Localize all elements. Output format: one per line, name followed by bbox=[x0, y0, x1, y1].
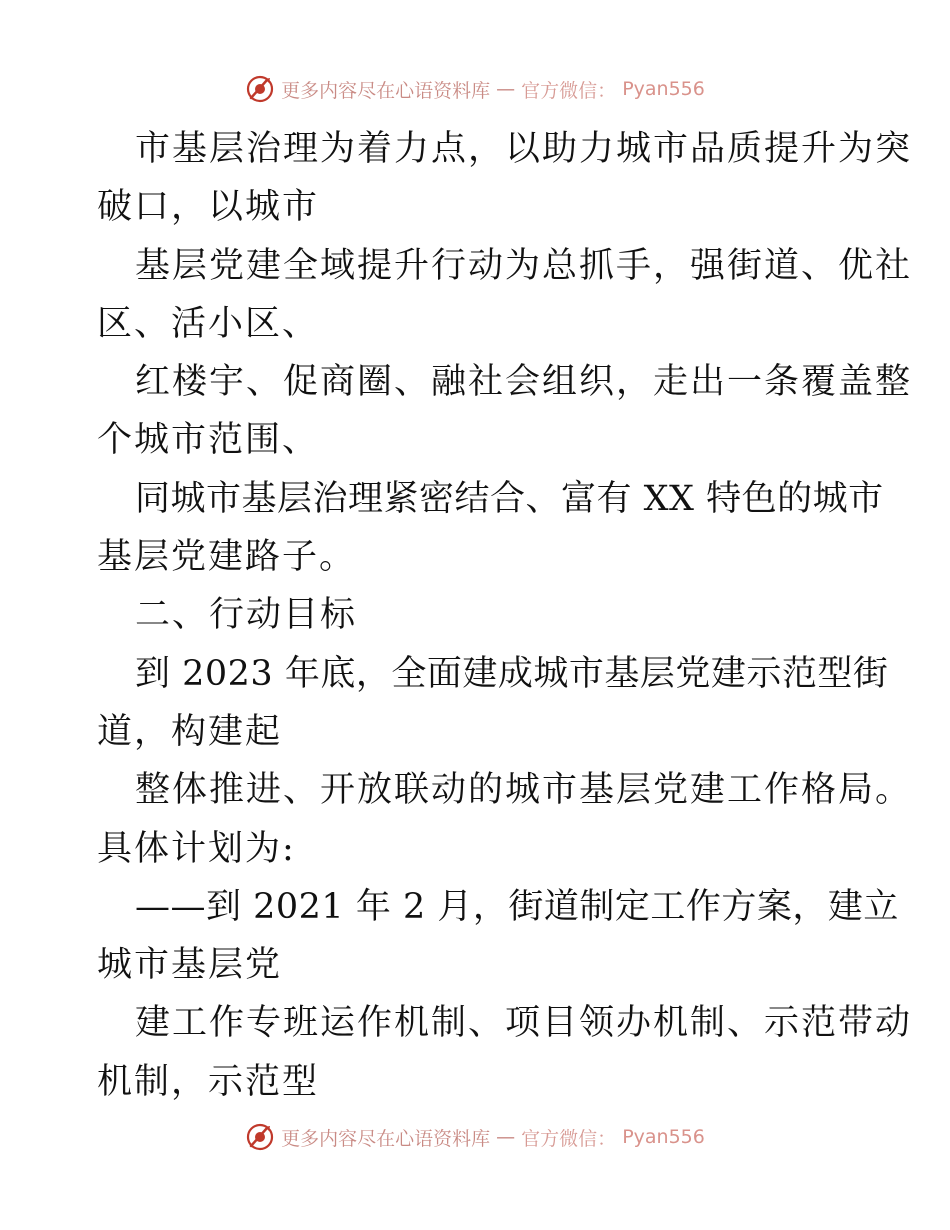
text-line: 区、活小区、 bbox=[97, 303, 320, 344]
text-line: 破口，以城市 bbox=[97, 187, 320, 228]
watermark-wechat-label: 官方微信： bbox=[521, 1127, 617, 1150]
text-line: 到 2023 年底，全面建成城市基层党建示范型街 bbox=[135, 653, 889, 694]
watermark-wechat-id: Pyan556 bbox=[622, 1126, 705, 1148]
watermark-separator: — bbox=[496, 78, 516, 100]
brand-logo-icon bbox=[245, 1122, 275, 1152]
watermark-text: 更多内容尽在心语资料库 bbox=[281, 79, 491, 102]
header-watermark bbox=[0, 74, 950, 104]
text-line: 建工作专班运作机制、项目领办机制、示范带动 bbox=[135, 1003, 913, 1044]
text-line: 整体推进、开放联动的城市基层党建工作格局。 bbox=[135, 770, 913, 811]
text-line: 市基层治理为着力点，以助力城市品质提升为突 bbox=[135, 129, 913, 169]
document-body bbox=[97, 120, 913, 1111]
watermark-text: 更多内容尽在心语资料库 bbox=[281, 1127, 491, 1150]
text-line: 基层党建全域提升行动为总抓手，强街道、优社 bbox=[135, 245, 913, 286]
text-line: 具体计划为: bbox=[97, 828, 296, 869]
watermark-separator: — bbox=[496, 1126, 516, 1148]
text-line: 道，构建起 bbox=[97, 711, 283, 752]
text-line: 机制，示范型 bbox=[97, 1061, 320, 1102]
watermark-wechat-id: Pyan556 bbox=[622, 78, 705, 100]
section-heading: 二、行动目标 bbox=[135, 595, 358, 636]
watermark-wechat-label: 官方微信： bbox=[521, 79, 617, 102]
text-line: 个城市范围、 bbox=[97, 420, 320, 461]
footer-watermark bbox=[0, 1122, 950, 1152]
text-line: 红楼宇、促商圈、融社会组织，走出一条覆盖整 bbox=[135, 362, 913, 403]
brand-logo-icon bbox=[245, 74, 275, 104]
text-line: 基层党建路子。 bbox=[97, 537, 357, 578]
text-line: ——到 2021 年 2 月，街道制定工作方案，建立 bbox=[135, 886, 899, 927]
text-line: 城市基层党 bbox=[97, 945, 283, 986]
text-line: 同城市基层治理紧密结合、富有 XX 特色的城市 bbox=[135, 478, 884, 519]
